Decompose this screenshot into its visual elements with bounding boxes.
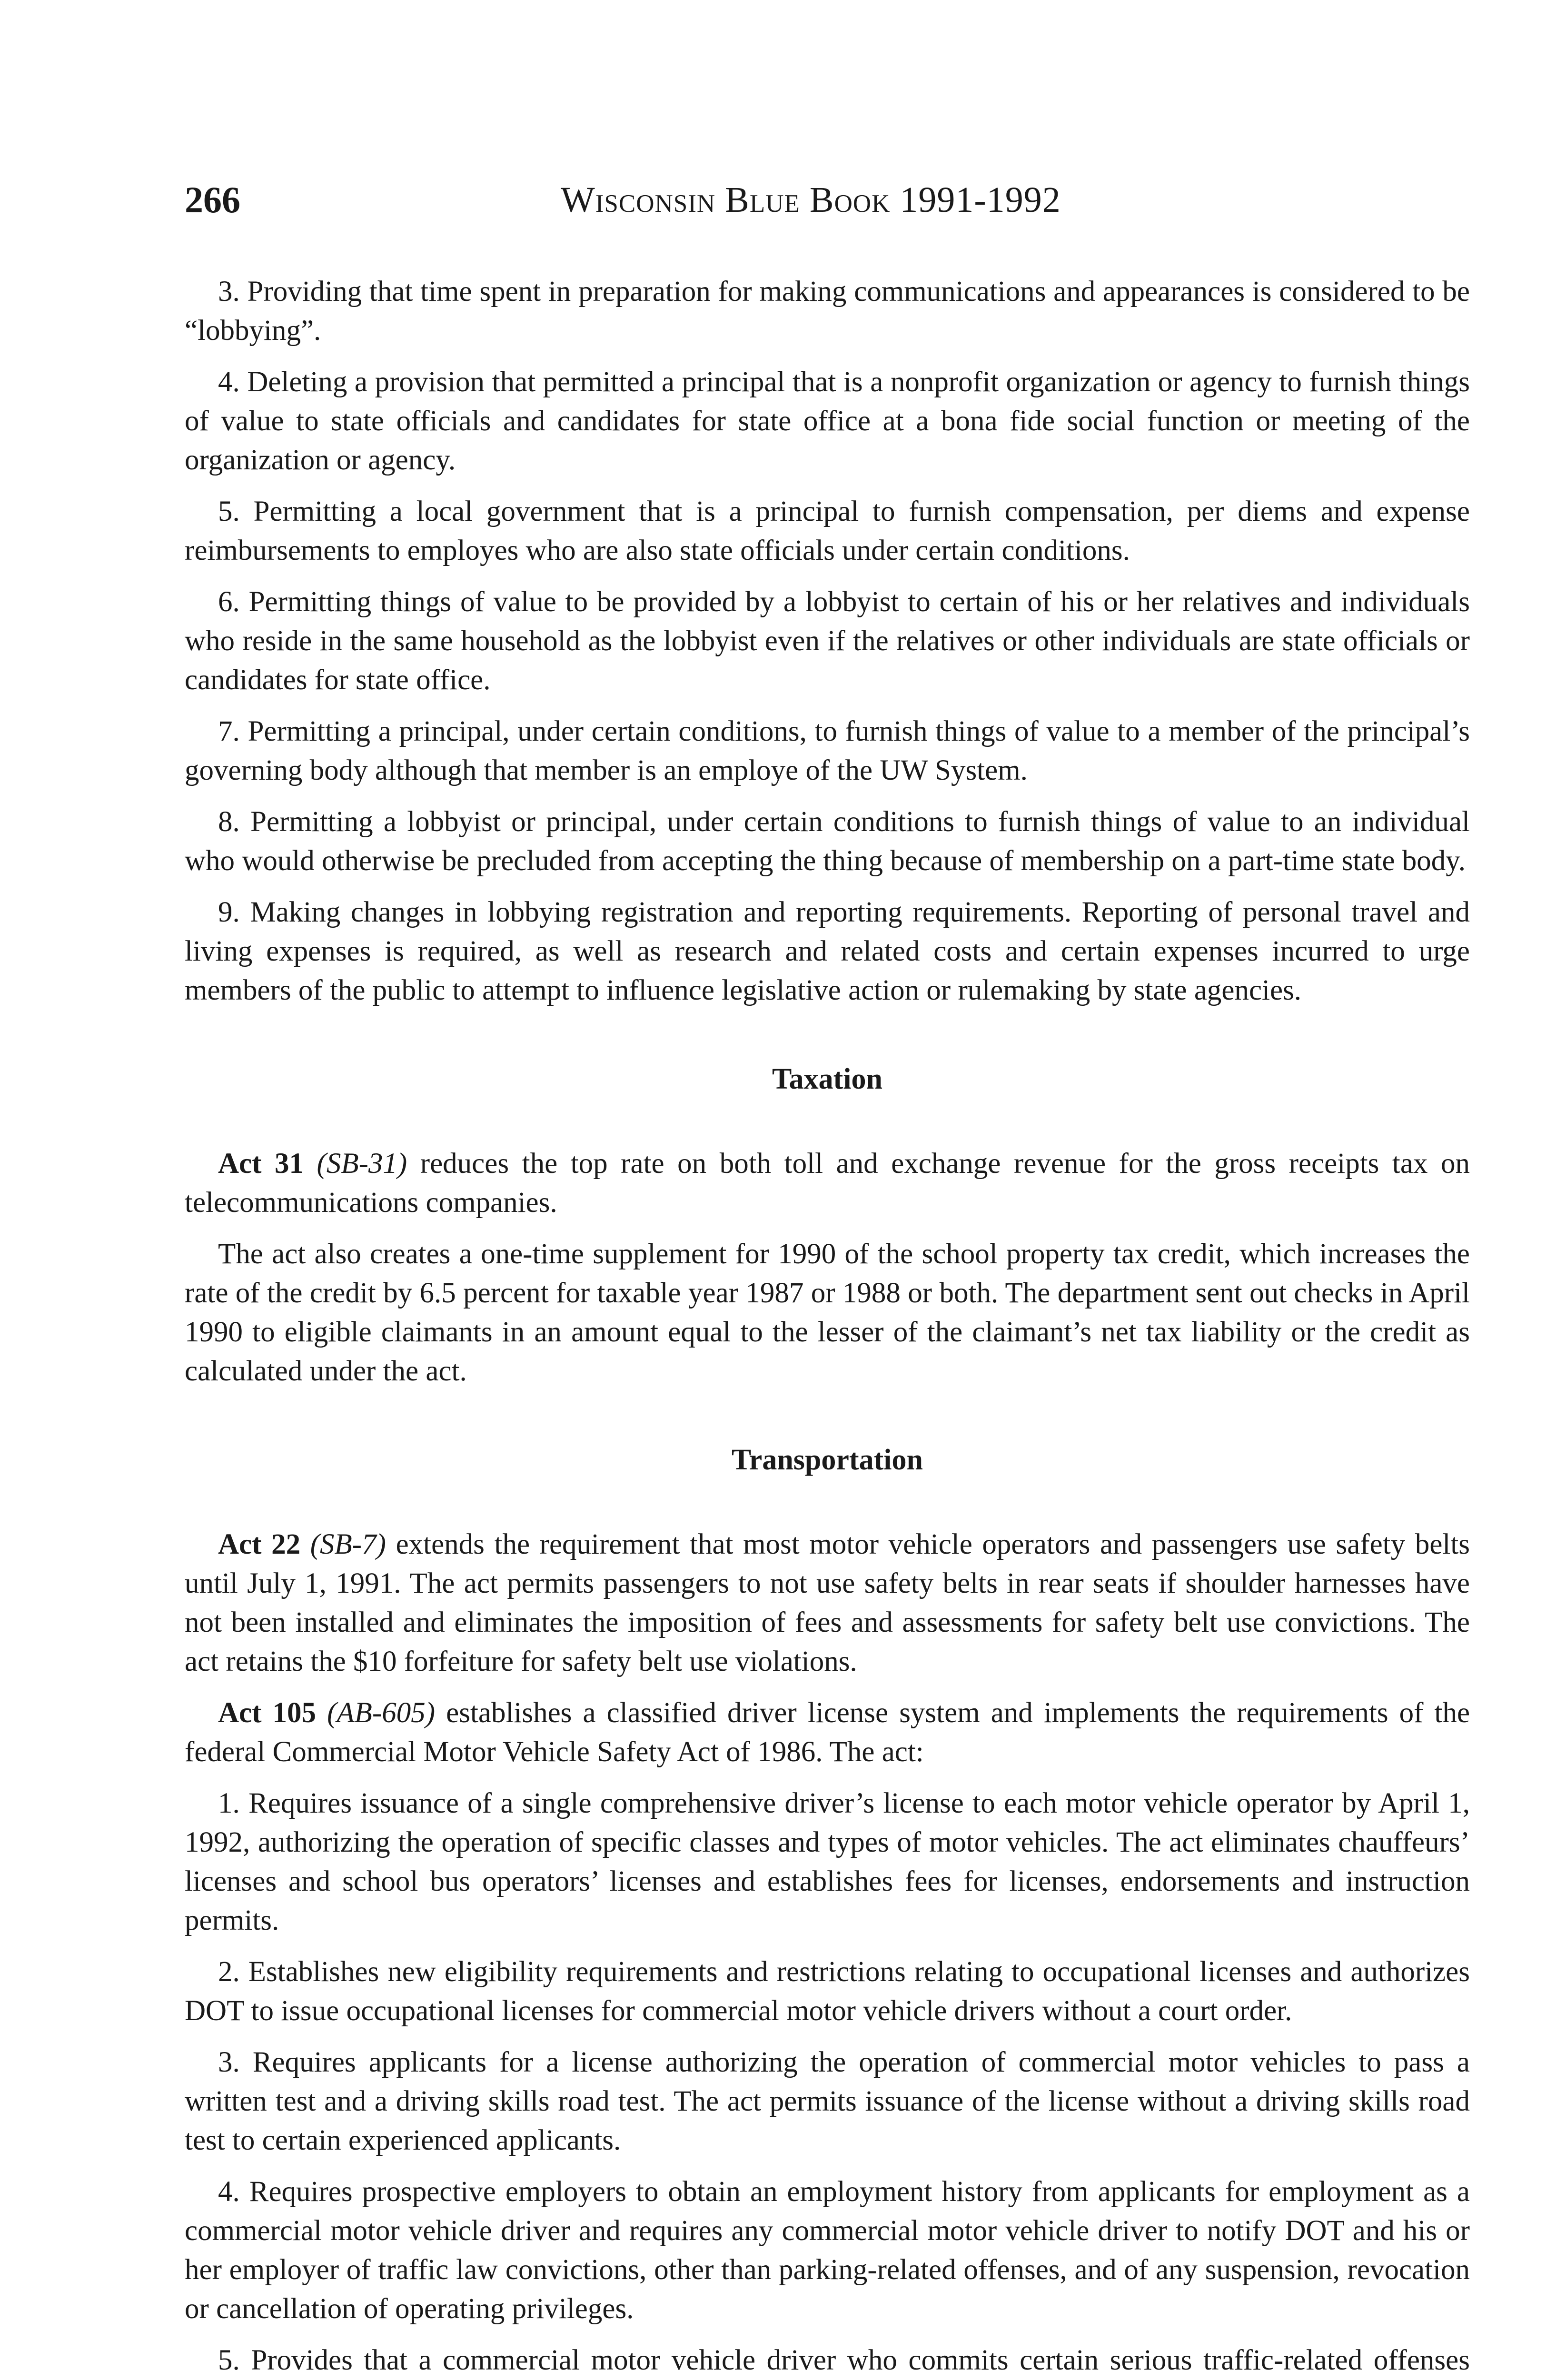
document-page [185, 181, 1470, 2380]
act-description: reduces the top rate on both toll and exchange revenue for the gross receipts tax on telecommunications companies. [185, 1148, 1470, 1219]
section-heading-transportation: Transportation [732, 1444, 923, 1476]
bill-number: (AB-605) [327, 1697, 436, 1729]
lobbying-item-4: 4. Deleting a provision that permitted a principal that is a nonprofit organization or agency to furnish things of value to state officials and candidates for state office at a bona fide social function or meeting of the organization or agency. [185, 366, 1470, 476]
body-text [185, 272, 1470, 2380]
lobbying-item-9: 9. Making changes in lobbying registration and reporting requirements. Reporting of personal travel and living expenses is required, as well as research and related costs and certain expenses incurred to urge members of the public to attempt to influence legislative action or rulemaking by state agencies. [185, 896, 1470, 1006]
running-title: Wisconsin Blue Book 1991-1992 [561, 180, 1061, 220]
bill-number: (SB-7) [310, 1528, 386, 1560]
transportation-item-2: 2. Establishes new eligibility requirements and restrictions relating to occupational licenses and authorizes DOT to issue occupational licenses for commercial motor vehicle drivers without a court order. [185, 1956, 1470, 2027]
section-heading-taxation: Taxation [772, 1063, 882, 1095]
bill-number: (SB-31) [317, 1148, 407, 1180]
act-31-paragraph [185, 1144, 1470, 1222]
lobbying-item-7: 7. Permitting a principal, under certain conditions, to furnish things of value to a member of the principal’s governing body although that member is an employe of the UW System. [185, 715, 1470, 786]
lobbying-item-5: 5. Permitting a local government that is a principal to furnish compensation, per diems and expense reimbursements to employes who are also state officials under certain conditions. [185, 496, 1470, 566]
act-22-paragraph [185, 1525, 1470, 1681]
transportation-item-3: 3. Requires applicants for a license authorizing the operation of commercial motor vehicles to pass a written test and a driving skills road test. The act permits issuance of the license without a driving skills road test to certain experienced applicants. [185, 2046, 1470, 2156]
act-number: Act 31 [218, 1148, 304, 1180]
transportation-item-4: 4. Requires prospective employers to obtain an employment history from applicants for employment as a commercial motor vehicle driver and requires any commercial motor vehicle driver to notify DOT and his or her employer of traffic law convictions, other than parking-related offenses, and of any suspension, revocation or cancellation of operating privileges. [185, 2176, 1470, 2325]
act-description: establishes a classified driver license system and implements the requirements of the federal Commercial Motor Vehicle Safety Act of 1986. The act: [185, 1697, 1470, 1768]
page-number: 266 [185, 179, 240, 220]
lobbying-item-8: 8. Permitting a lobbyist or principal, under certain conditions to furnish things of value to an individual who would otherwise be precluded from accepting the thing because of membership on a part-time state body. [185, 806, 1470, 877]
act-number: Act 105 [218, 1697, 317, 1729]
lobbying-item-6: 6. Permitting things of value to be provided by a lobbyist to certain of his or her relatives and individuals who reside in the same household as the lobbyist even if the relatives or other individuals are state officials or candidates for state office. [185, 586, 1470, 696]
lobbying-item-3: 3. Providing that time spent in preparation for making communications and appearances is considered to be “lobbying”. [185, 276, 1470, 347]
act-105-paragraph [185, 1694, 1470, 1772]
transportation-item-5: 5. Provides that a commercial motor vehicle driver who commits certain serious traffic-related offenses [218, 2344, 1470, 2376]
act-number: Act 22 [218, 1528, 301, 1560]
page-header [185, 181, 1470, 233]
transportation-item-1: 1. Requires issuance of a single comprehensive driver’s license to each motor vehicle operator by April 1, 1992, authorizing the operation of specific classes and types of motor vehicles. The act eliminates chauffeurs’ licenses and school bus operators’ licenses and establishes fees for licenses, endorsements and instruction permits. [185, 1787, 1470, 1936]
taxation-paragraph: The act also creates a one-time supplement for 1990 of the school property tax credit, which increases the rate of the credit by 6.5 percent for taxable year 1987 or 1988 or both. The department sent out checks in April 1990 to eligible claimants in an amount equal to the lesser of the claimant’s net tax liability or the credit as calculated under the act. [185, 1238, 1470, 1387]
act-description: extends the requirement that most motor vehicle operators and passengers use safety belts until July 1, 1991. The act permits passengers to not use safety belts in rear seats if shoulder harnesses have not been installed and eliminates the imposition of fees and assessments for safety belt use convictions. The act retains the $10 forfeiture for safety belt use violations. [185, 1528, 1470, 1677]
